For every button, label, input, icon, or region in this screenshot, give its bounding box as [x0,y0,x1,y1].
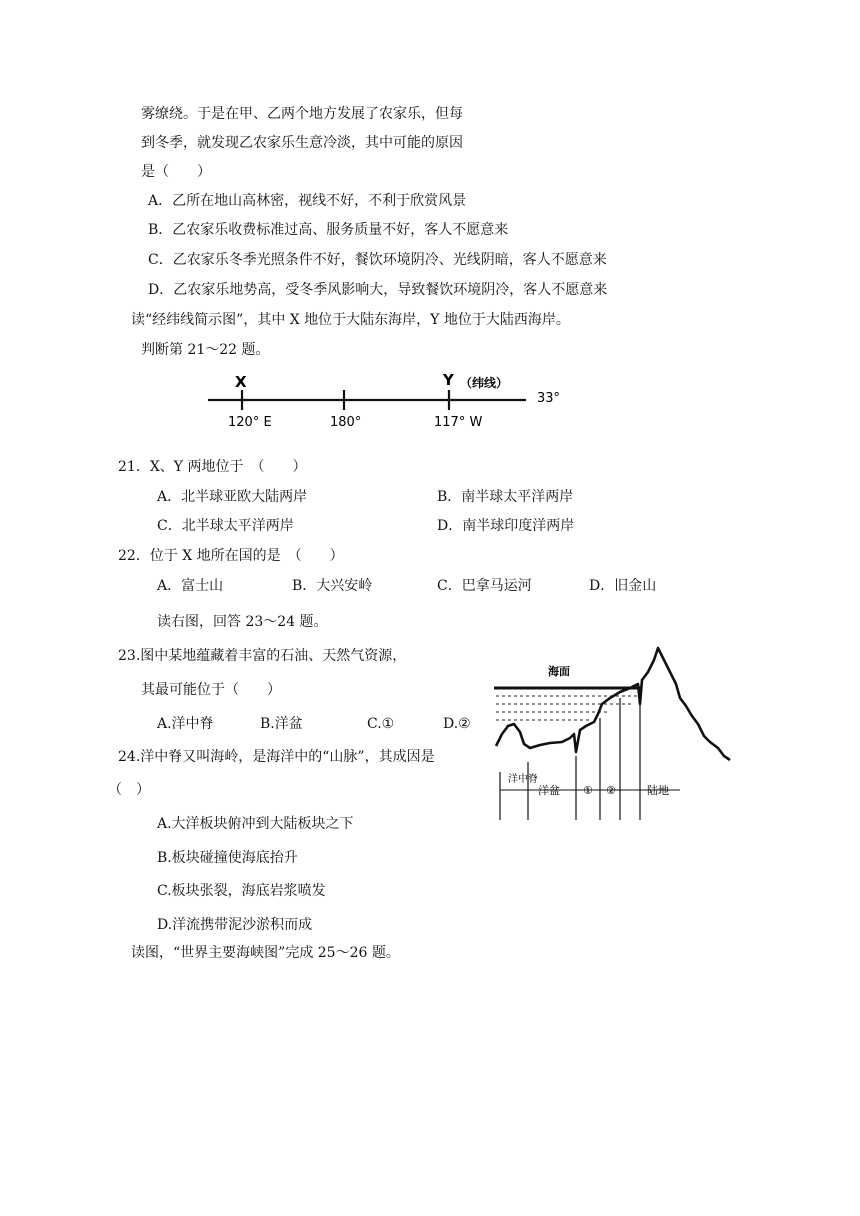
q24-stem-line-1: 24.洋中脊又叫海岭，是海洋中的“山脉”，其成因是 [118,749,435,765]
intro-line-2: 到冬季，就发现乙农家乐生意冷淡，其中可能的原因 [141,135,463,151]
q23-option-a: A.洋中脊 [157,716,214,732]
zone-label-1: ① [583,784,593,797]
sea-surface-label: 海面 [548,665,570,678]
q22-option-d: D．旧金山 [589,578,657,594]
section-25-26-instruction: 读图，“世界主要海峡图”完成 25～26 题。 [131,945,400,961]
q21-stem: 21．X、Y 两地位于 （ ） [118,459,307,475]
q21-option-b: B．南半球太平洋两岸 [437,489,574,505]
q24-option-a: A.大洋板块俯冲到大陆板块之下 [157,816,354,832]
section-23-24-instruction: 读右图，回答 23～24 题。 [157,614,328,630]
q22-option-c: C．巴拿马运河 [437,578,532,594]
seafloor-figure [490,642,740,824]
q24-option-b: B.板块碰撞使海底抬升 [157,850,298,866]
q21-option-c: C．北半球太平洋两岸 [157,518,294,534]
zone-label-basin: 洋盆 [538,784,560,797]
q22-stem: 22．位于 X 地所在国的是 （ ） [118,548,344,564]
tick-label-180: 180° [330,415,362,430]
latitude-value-label: 33° [537,391,561,406]
zone-label-land: 陆地 [647,784,669,797]
zone-label-ridge-1: 洋中脊 [508,774,538,785]
q23-option-b: B.洋盆 [260,716,303,732]
tick-label-117w: 117° W [434,415,483,430]
q23-option-c: C.① [367,716,395,732]
section-21-22-instruction: 判断第 21～22 题。 [141,342,270,358]
intro-option-a: A．乙所在地山高林密，视线不好，不利于欣赏风景 [148,193,467,209]
q24-option-c: C.板块张裂，海底岩浆喷发 [157,883,326,899]
tick-label-120e: 120° E [228,415,272,430]
q23-stem-line-1: 23.图中某地蕴藏着丰富的石油、天然气资源， [118,648,407,664]
q24-option-d: D.洋流携带泥沙淤积而成 [157,917,313,933]
q24-stem-line-2: （ ） [108,782,150,798]
intro-option-b: B．乙农家乐收费标准过高、服务质量不好，客人不愿意来 [148,222,509,238]
q22-option-a: A．富士山 [157,578,224,594]
intro-line-1: 雾缭绕。于是在甲、乙两个地方发展了农家乐，但每 [141,106,463,122]
q21-option-d: D．南半球印度洋两岸 [437,518,575,534]
intro-line-3: 是（ ） [141,164,211,180]
x-point-label: X [235,373,247,391]
y-point-label: Y [443,371,454,389]
intro-option-d: D．乙农家乐地势高，受冬季风影响大，导致餐饮环境阴冷，客人不愿意来 [148,282,608,298]
latitude-line-label: （纬线） [460,376,509,390]
zone-label-2: ② [606,784,616,797]
q21-option-a: A．北半球亚欧大陆两岸 [157,489,308,505]
q23-stem-line-2: 其最可能位于（ ） [141,682,281,698]
intro-option-c: C．乙农家乐冬季光照条件不好，餐饮环境阴冷、光线阴暗，客人不愿意来 [148,252,607,268]
section-21-22-intro: 读“经纬线简示图”，其中 X 地位于大陆东海岸，Y 地位于大陆西海岸。 [131,312,570,328]
q23-option-d: D.② [443,716,471,732]
latitude-figure [200,368,580,434]
q22-option-b: B．大兴安岭 [292,578,373,594]
